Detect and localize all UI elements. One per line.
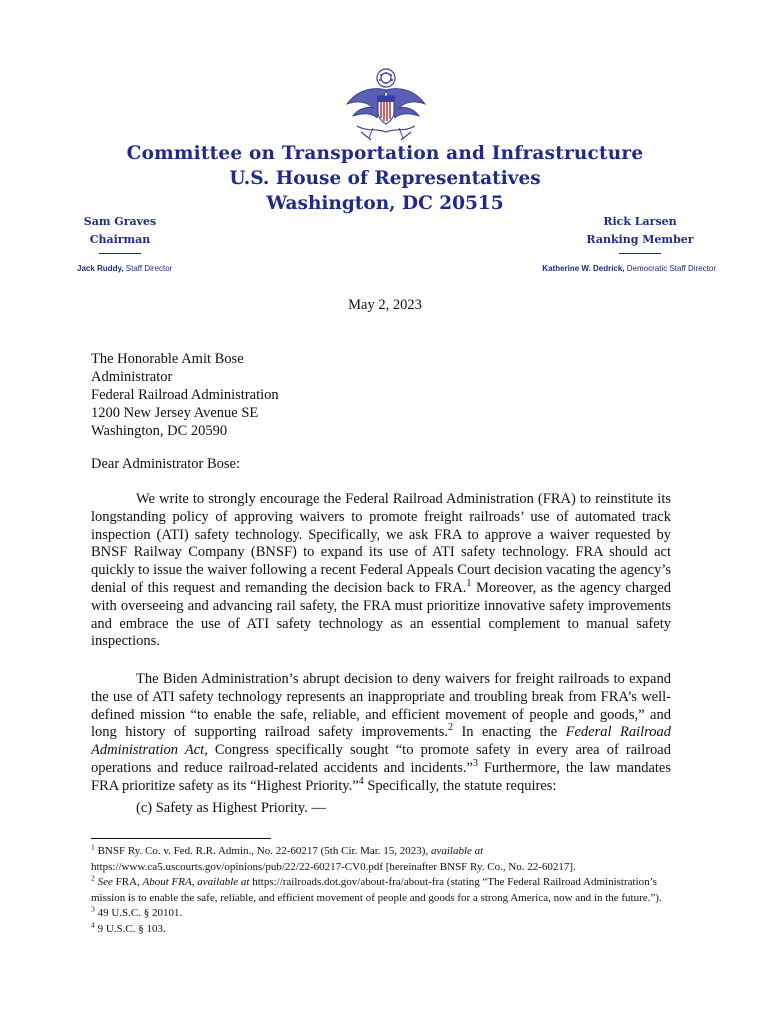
paragraph-text: Furthermore, the law mandates FRA prioritize safety as its “Highest Priority.” — [91, 759, 671, 794]
address-line: Washington, DC 20590 — [91, 423, 228, 439]
footnote-3 — [91, 906, 671, 922]
paragraph-text: Specifically, the statute requires: — [363, 777, 557, 794]
committee-name: Committee on Transportation and Infrastructure — [126, 143, 644, 164]
footnote-number: 2 — [91, 873, 95, 883]
footnote-1 — [91, 844, 671, 875]
footnote-ref-4[interactable]: 4 — [358, 775, 364, 787]
chairman-name: Sam Graves — [83, 215, 157, 228]
letter-date: May 2, 2023 — [348, 297, 422, 313]
footnote-number: 3 — [91, 904, 95, 914]
footnote-text: 49 U.S.C. § 20101. — [94, 907, 183, 919]
staff-director-name: Jack Ruddy, — [77, 264, 124, 273]
democratic-staff-director-title: Democratic Staff Director — [626, 264, 716, 273]
ranking-member-block — [580, 213, 700, 254]
footnote-4 — [91, 919, 671, 938]
footnote-italic: available at — [197, 876, 250, 888]
paragraph-text: We write to strongly encourage the Federal Railroad Administration (FRA) to reinstitute its longstanding policy of approving waivers to promote freight railroads’ use of automated track inspection (ATI) safety technology. Specifically, we ask FRA to approve a waiver requested by BNSF Railway Company (BNSF) to expand its use of ATI safety technology. FRA should act quickly to issue the waiver following a recent Federal Appeals Court decision vacating the agency’s denial of this request and remanding the decision back to FRA. — [91, 491, 671, 596]
footnote-ref-2[interactable]: 2 — [447, 722, 454, 734]
address-line: 1200 New Jersey Avenue SE — [91, 405, 259, 421]
chairman-title: Chairman — [89, 233, 151, 246]
body-paragraph-1 — [91, 491, 671, 651]
footnote-ref-1[interactable]: 1 — [466, 578, 472, 590]
house-seal-icon — [343, 66, 429, 144]
recipient-address — [91, 350, 279, 440]
footnote-link-text[interactable]: https://railroads.dot.gov/about-fra/about-fra (stating “The Federal Railroad Administration’s mission is to enable the safe, reliable, and efficient movement of people and goods for a strong America, now and in the future.”). — [91, 876, 662, 904]
footnote-ref-3[interactable]: 3 — [472, 758, 478, 770]
paragraph-text: In enacting the — [453, 724, 566, 741]
ranking-member-divider — [619, 253, 661, 254]
staff-director-title: Staff Director — [125, 264, 173, 273]
footnotes — [91, 844, 671, 937]
paragraph-text: Moreover, as the agency charged with overseeing and advancing rail safety, the FRA must prioritize innovative safety improvements and embrace the use of ATI safety technology as an essential complement to manual safety inspections. — [91, 579, 671, 650]
statute-subsection: (c) Safety as Highest Priority. — — [136, 800, 326, 816]
address-line: Administrator — [91, 369, 173, 385]
footnote-number: 1 — [91, 842, 95, 852]
footnote-divider — [91, 838, 271, 839]
body-paragraph-2 — [91, 671, 671, 796]
chairman-block — [72, 213, 168, 254]
footnote-text: BNSF Ry. Co. v. Fed. R.R. Admin., No. 22-60217 (5th Cir. Mar. 15, 2023), — [94, 845, 431, 857]
footnote-text: 9 U.S.C. § 103. — [94, 922, 166, 935]
paragraph-text: The Biden Administration’s abrupt decision to deny waivers for freight railroads to expand the use of ATI safety technology represents an inappropriate and troubling break from FRA’s well-defined mission “to enable the safe, reliable, and efficient movement of people and goods,” and long history of supporting railroad safety improvements. — [91, 671, 671, 741]
footnote-italic: About FRA — [142, 876, 192, 888]
staff-director — [77, 264, 172, 273]
footnote-text: FRA, — [112, 876, 143, 888]
ranking-member-title: Ranking Member — [586, 233, 694, 246]
footnote-italic: See — [97, 876, 113, 888]
footnote-number: 4 — [91, 919, 95, 929]
footnote-text: , — [191, 876, 198, 888]
chairman-divider — [99, 253, 141, 254]
ranking-member-name: Rick Larsen — [603, 215, 677, 228]
footnote-2 — [91, 875, 671, 906]
democratic-staff-director — [542, 264, 716, 273]
address-line: The Honorable Amit Bose — [91, 351, 244, 367]
paragraph-text: , Congress specifically sought “to promote safety in every area of railroad operations and reduce railroad-related accidents and incidents.” — [91, 742, 671, 776]
committee-address: Washington, DC 20515 — [266, 193, 504, 214]
footnote-italic: available at — [430, 845, 484, 857]
footnote-link-text[interactable]: https://www.ca5.uscourts.gov/opinions/pub/22/22-60217-CV0.pdf [hereinafter BNSF Ry. Co., No. 22-60217]. — [91, 860, 576, 873]
act-title: Federal Railroad Administration Act — [91, 724, 671, 759]
salutation: Dear Administrator Bose: — [91, 456, 241, 472]
house-name: U.S. House of Representatives — [229, 168, 541, 189]
address-line: Federal Railroad Administration — [91, 387, 279, 403]
democratic-staff-director-name: Katherine W. Dedrick, — [542, 264, 625, 273]
